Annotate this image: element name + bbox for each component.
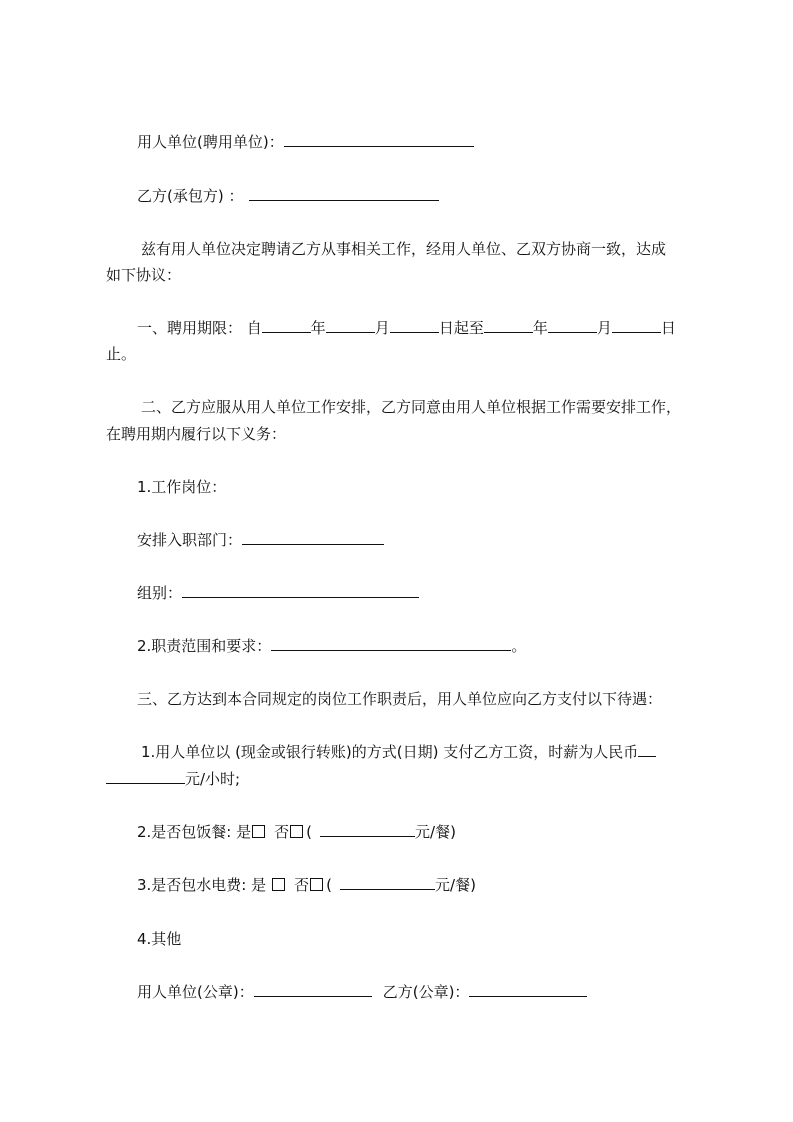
wage-text: 1.用人单位以 (现金或银行转账)的方式(日期) 支付乙方工资，时薪为人民币 <box>141 743 639 761</box>
intro-text-1: 兹有用人单位决定聘请乙方从事相关工作，经用人单位、乙双方协商一致，达成 <box>141 240 667 258</box>
end-day-blank[interactable] <box>612 318 661 333</box>
clause3-text: 三、乙方达到本合同规定的岗位工作职责后，用人单位应向乙方支付以下待遇： <box>137 690 663 708</box>
utilities-label: 3.是否包水电费: 是 <box>137 876 267 894</box>
wage-line-2 <box>106 768 240 790</box>
meals-no-label: 否 <box>274 823 290 841</box>
intro-text-2: 如下协议： <box>106 266 182 284</box>
wage-unit: 元/小时; <box>185 770 241 788</box>
wage-line-1 <box>141 741 656 763</box>
term-year-1: 年 <box>310 319 326 337</box>
clause2-text-1: 二、乙方应服从用人单位工作安排，乙方同意由用人单位根据工作需要安排工作， <box>141 398 682 416</box>
dept-blank[interactable] <box>242 530 384 545</box>
party-b-blank[interactable] <box>249 186 439 201</box>
post-heading-line <box>137 476 226 498</box>
meals-no-checkbox[interactable] <box>290 825 303 838</box>
utilities-yes-checkbox[interactable] <box>272 878 285 891</box>
term-year-2: 年 <box>532 319 548 337</box>
party-b-line <box>137 185 439 207</box>
employer-line <box>137 131 474 153</box>
term-day-1: 日起至 <box>438 319 484 337</box>
start-year-blank[interactable] <box>262 318 311 333</box>
duties-blank[interactable] <box>271 636 511 651</box>
utilities-no-label: 否 <box>294 876 310 894</box>
duties-label: 2.职责范围和要求： <box>137 637 272 655</box>
signature-line <box>137 981 587 1003</box>
intro-line-1 <box>141 238 666 260</box>
term-end: 止。 <box>106 345 137 363</box>
meals-label: 2.是否包饭餐: 是 <box>137 823 252 841</box>
clause2-text-2: 在聘用期内履行以下义务： <box>106 425 287 443</box>
clause2-line-2 <box>106 423 286 445</box>
end-month-blank[interactable] <box>548 318 597 333</box>
meals-amount-blank[interactable] <box>320 822 415 837</box>
wage-blank-start[interactable] <box>638 742 656 757</box>
utilities-unit: 元/餐) <box>435 876 476 894</box>
dept-line <box>137 529 384 551</box>
term-end-line <box>106 343 136 365</box>
clause2-line-1 <box>141 396 681 418</box>
term-month-1: 月 <box>374 319 390 337</box>
party-b-seal-label: 乙方(公章)： <box>382 983 470 1001</box>
duties-line <box>137 635 526 657</box>
end-year-blank[interactable] <box>484 318 533 333</box>
utilities-no-checkbox[interactable] <box>310 878 323 891</box>
post-heading: 1.工作岗位： <box>137 478 227 496</box>
meals-unit: 元/餐) <box>415 823 456 841</box>
party-b-label: 乙方(承包方) ： <box>137 187 244 205</box>
group-line <box>137 582 419 604</box>
employer-seal-blank[interactable] <box>254 982 372 997</box>
utilities-amount-blank[interactable] <box>340 875 435 890</box>
dept-label: 安排入职部门： <box>137 531 243 549</box>
other-line <box>137 928 181 950</box>
employer-seal-label: 用人单位(公章)： <box>137 983 254 1001</box>
term-prefix: 一、聘用期限： 自 <box>137 319 262 337</box>
group-label: 组别： <box>137 584 183 602</box>
duties-end: 。 <box>511 637 527 655</box>
meals-open: ( <box>306 823 313 841</box>
group-blank[interactable] <box>182 583 419 598</box>
utilities-open: ( <box>326 876 333 894</box>
utilities-line <box>137 874 476 896</box>
clause3-line <box>137 688 662 710</box>
start-day-blank[interactable] <box>390 318 439 333</box>
term-line <box>137 317 676 339</box>
term-month-2: 月 <box>596 319 612 337</box>
employer-label: 用人单位(聘用单位)： <box>137 133 284 151</box>
start-month-blank[interactable] <box>326 318 375 333</box>
wage-blank-end[interactable] <box>106 769 185 784</box>
other-text: 4.其他 <box>137 930 182 948</box>
employer-blank[interactable] <box>284 132 474 147</box>
intro-line-2 <box>106 264 181 286</box>
meals-line <box>137 821 456 843</box>
term-day-2: 日 <box>660 319 676 337</box>
meals-yes-checkbox[interactable] <box>252 825 265 838</box>
party-b-seal-blank[interactable] <box>469 982 587 997</box>
